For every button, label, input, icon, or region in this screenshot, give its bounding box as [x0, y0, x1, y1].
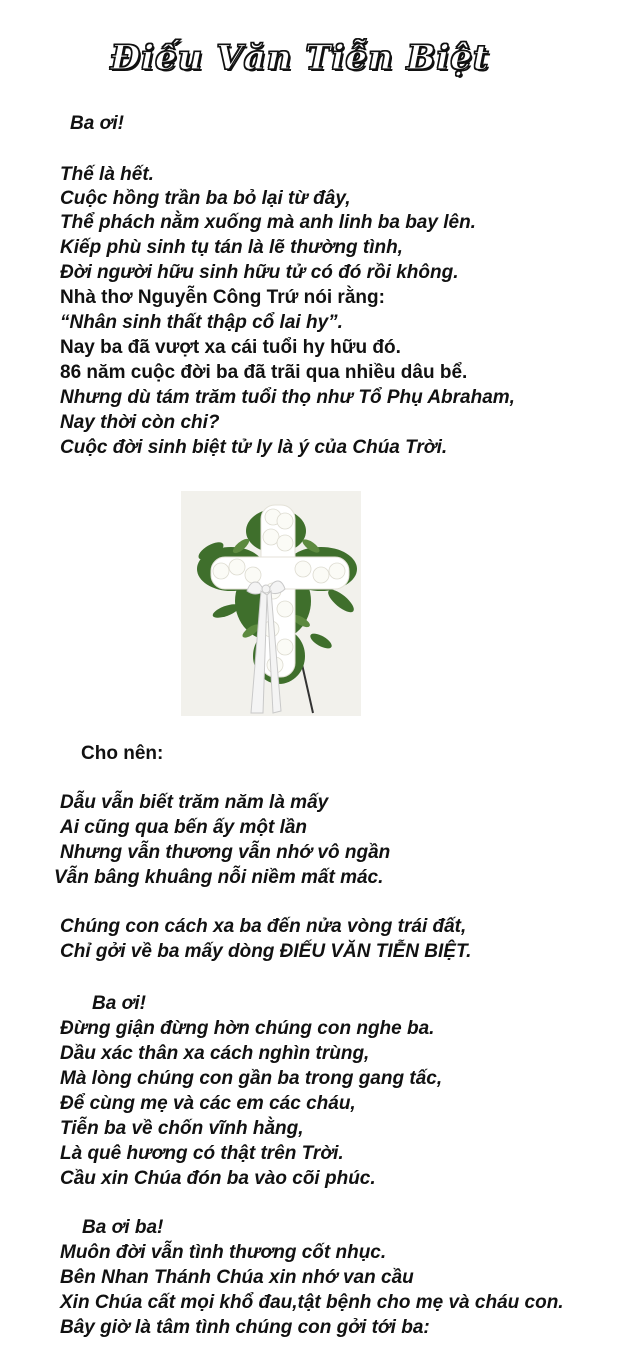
closing-line: Chúng con cách xa ba đến nửa vòng trái đất,	[60, 916, 467, 937]
poem-line: Nay thời còn chi?	[60, 412, 220, 433]
poem-line: Đừng giận đừng hờn chúng con nghe ba.	[60, 1018, 435, 1039]
poem-line: Bên Nhan Thánh Chúa xin nhớ van cầu	[60, 1267, 414, 1288]
poem-line: Cuộc đời sinh biệt tử ly là ý của Chúa Trời.	[60, 437, 448, 458]
verse-line: Vẫn bâng khuâng nỗi niềm mất mác.	[54, 867, 384, 888]
cho-nen-label: Cho nên:	[81, 743, 164, 764]
greeting-ba-oi-ba: Ba ơi ba!	[82, 1217, 164, 1238]
poem-line: 86 năm cuộc đời ba đã trãi qua nhiều dâu bể.	[60, 362, 468, 383]
page-title: Điếu Văn Tiễn Biệt	[110, 38, 490, 78]
poem-line: Dầu xác thân xa cách nghìn trùng,	[60, 1043, 370, 1064]
poem-line: Nay ba đã vượt xa cái tuổi hy hữu đó.	[60, 337, 401, 358]
greeting-ba-oi: Ba ơi!	[92, 993, 146, 1014]
poem-line: Bây giờ là tâm tình chúng con gởi tới ba:	[60, 1317, 430, 1338]
greeting-ba-oi: Ba ơi!	[70, 113, 124, 134]
closing-line: Chỉ gởi về ba mấy dòng ĐIẾU VĂN TIỄN BIỆT.	[60, 941, 472, 962]
poem-line: Kiếp phù sinh tụ tán là lẽ thường tình,	[60, 237, 403, 258]
poem-line: Để cùng mẹ và các em các cháu,	[60, 1093, 356, 1114]
verse-line: Dẫu vẫn biết trăm năm là mấy	[60, 792, 329, 813]
poem-line: Là quê hương có thật trên Trời.	[60, 1143, 344, 1164]
poem-line: Mà lòng chúng con gần ba trong gang tấc,	[60, 1068, 443, 1089]
poem-line: Cuộc hồng trần ba bỏ lại từ đây,	[60, 188, 351, 209]
poem-line: Thế là hết.	[60, 164, 154, 185]
verse-line: Ai cũng qua bến ấy một lần	[60, 817, 308, 838]
poem-line: Cầu xin Chúa đón ba vào cõi phúc.	[60, 1168, 376, 1189]
verse-line: Nhưng vẫn thương vẫn nhớ vô ngần	[60, 842, 391, 863]
poem-line: Tiễn ba về chốn vĩnh hằng,	[60, 1118, 304, 1139]
poem-line: Muôn đời vẫn tình thương cốt nhục.	[60, 1242, 387, 1263]
poem-line: Thể phách nằm xuống mà anh linh ba bay lên.	[60, 212, 476, 233]
poem-line: Đời người hữu sinh hữu tử có đó rồi không.	[60, 262, 459, 283]
poem-line: Xin Chúa cất mọi khổ đau,tật bệnh cho mẹ và cháu con.	[60, 1292, 564, 1313]
poem-line: “Nhân sinh thất thập cổ lai hy”.	[60, 312, 343, 333]
poem-line: Nhưng dù tám trăm tuổi thọ như Tổ Phụ Abraham,	[60, 387, 515, 408]
flower-cross-image	[181, 491, 361, 716]
poem-line: Nhà thơ Nguyễn Công Trứ nói rằng:	[60, 287, 385, 308]
